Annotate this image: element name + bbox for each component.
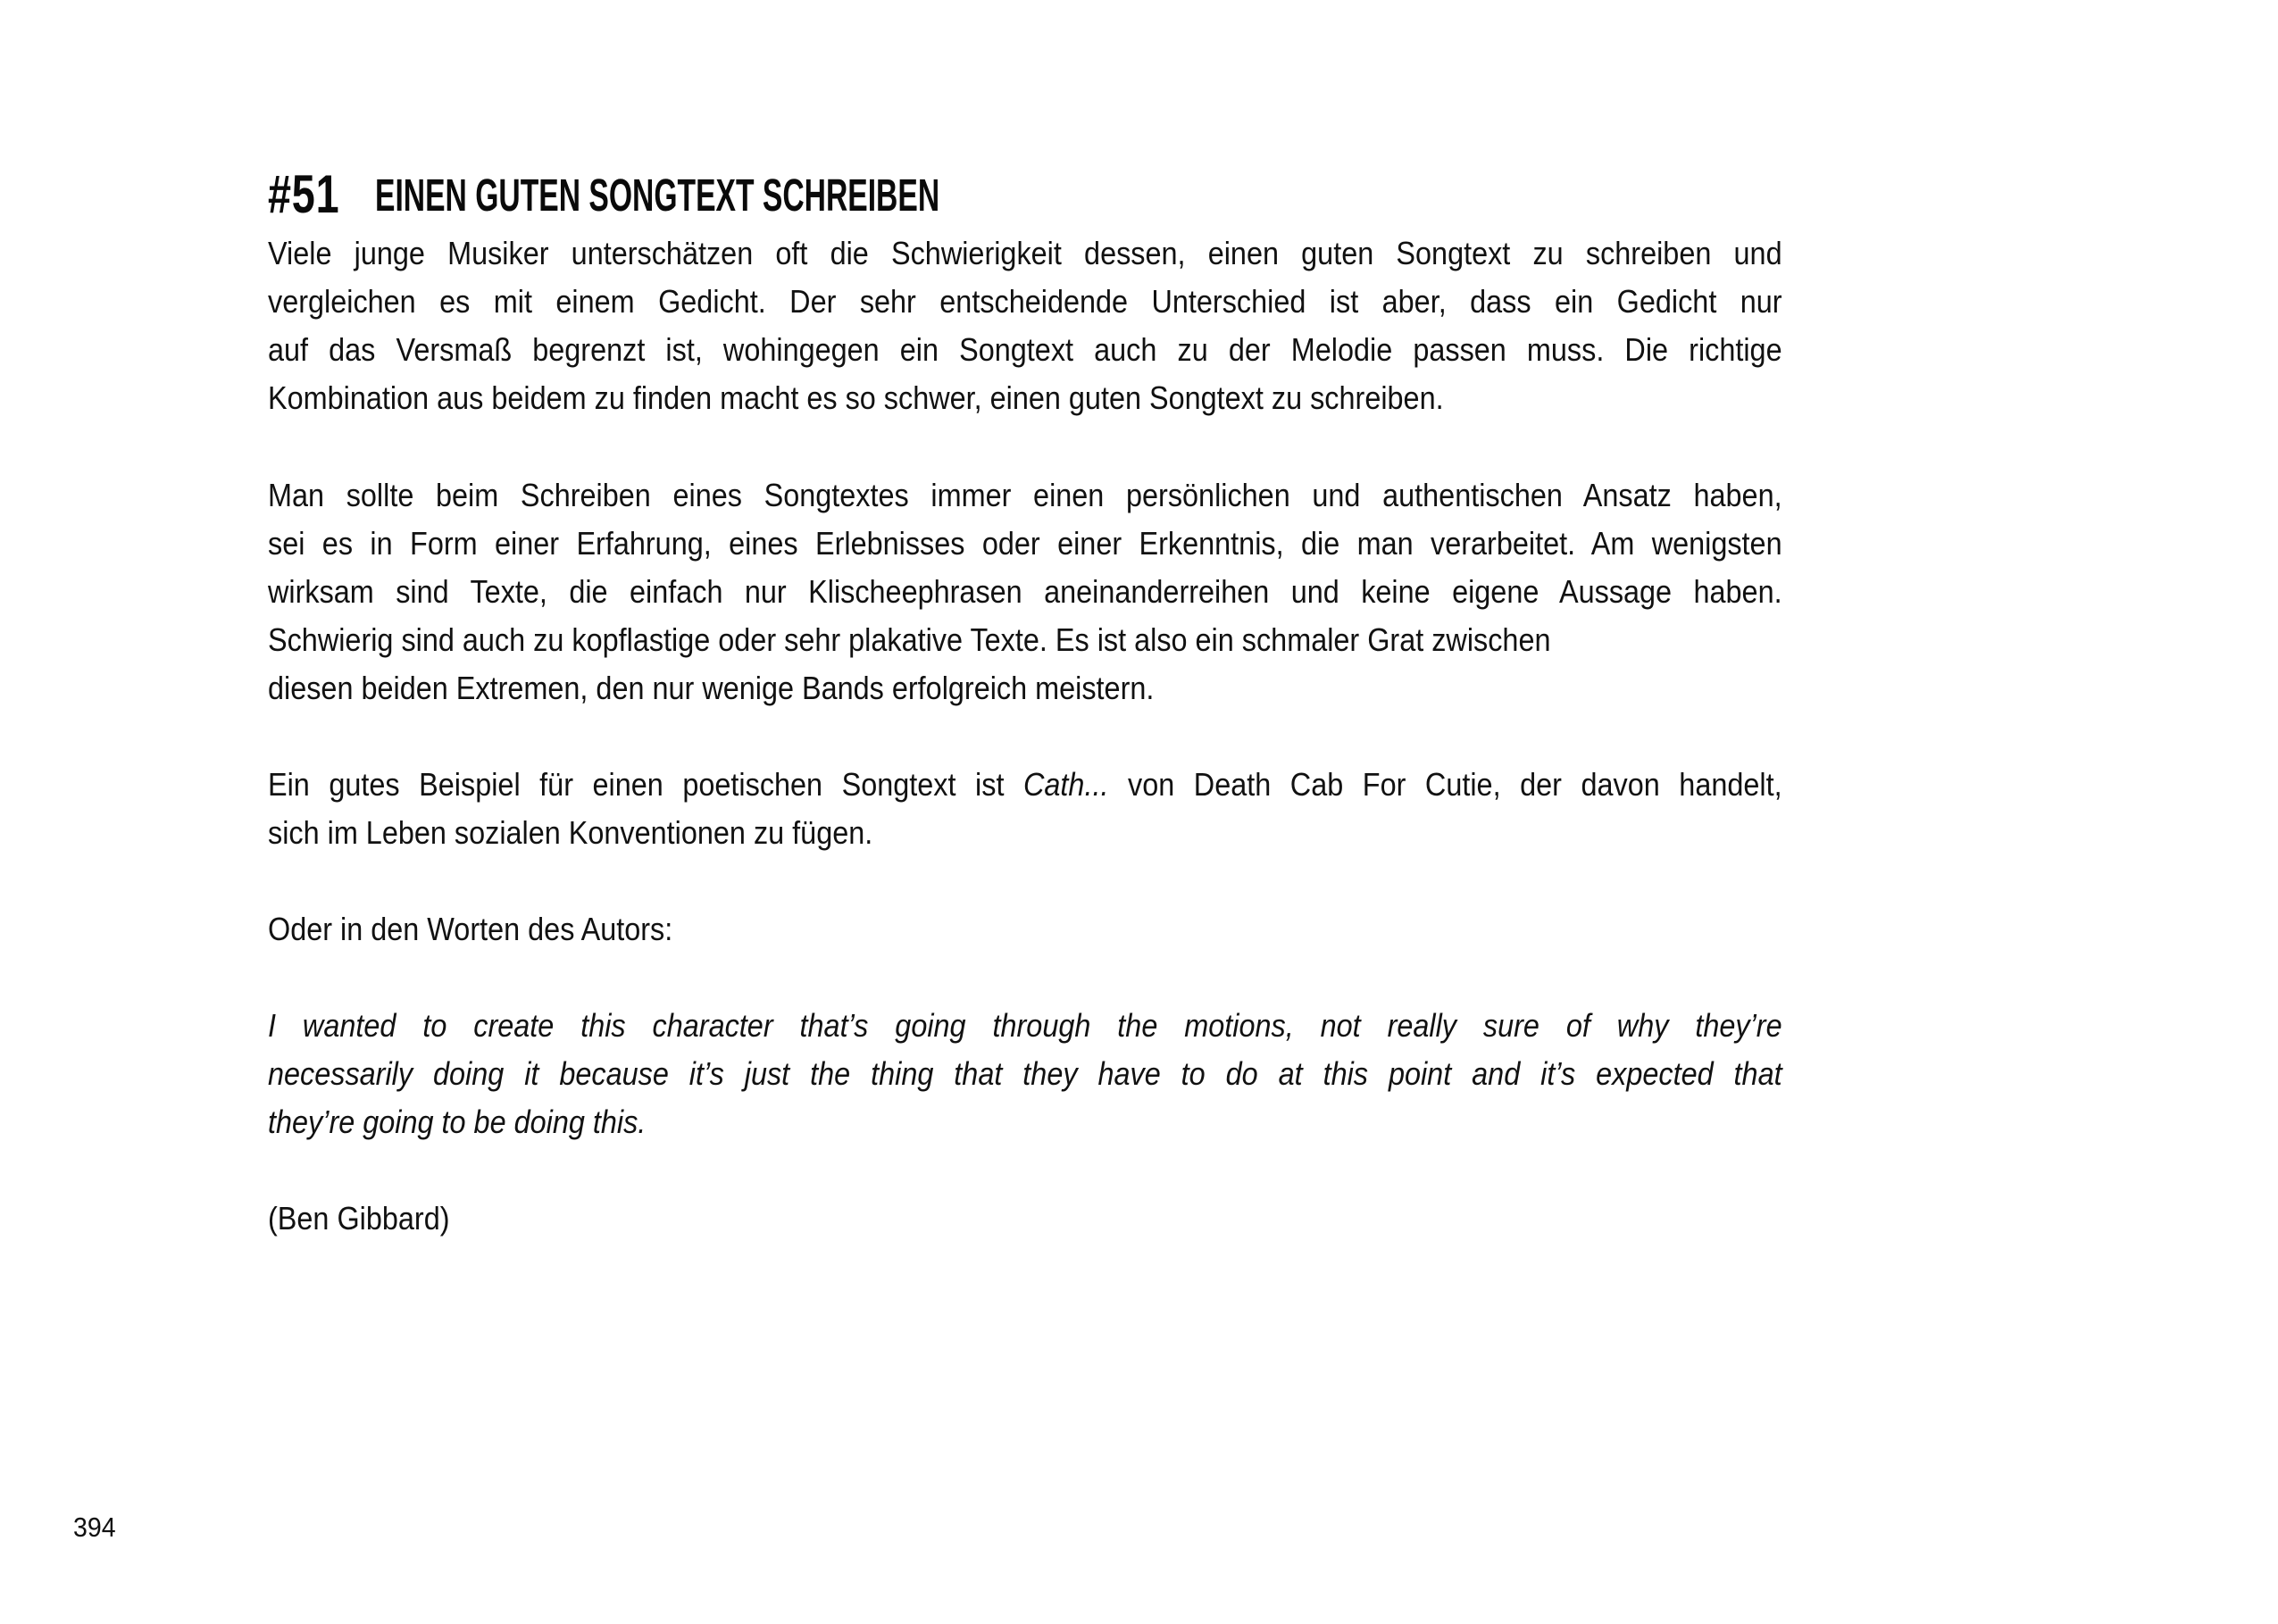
quote-attribution: (Ben Gibbard) (268, 1200, 450, 1237)
paragraph-line: vergleichen es mit einem Gedicht. Der sehr entscheidende Unterschied ist aber, dass ein Gedicht nur (268, 283, 1782, 320)
paragraph-line: auf das Versmaß begrenzt ist, wohingegen ein Songtext auch zu der Melodie passen muss. Die richtige (268, 331, 1782, 368)
paragraph-line: Viele junge Musiker unterschätzen oft die Schwierigkeit dessen, einen guten Songtext zu schreiben und (268, 235, 1782, 271)
paragraph-line: Oder in den Worten des Autors: (268, 911, 673, 947)
section-number: #51 (268, 164, 340, 224)
quote-line: necessarily doing it because it’s just the thing that they have to do at this point and it’s expected that (268, 1055, 1782, 1092)
paragraph-line: sei es in Form einer Erfahrung, eines Erlebnisses oder einer Erkenntnis, die man verarbeitet. Am wenigsten (268, 525, 1782, 562)
quote-line: I wanted to create this character that’s going through the motions, not really sure of why they’re (268, 1007, 1782, 1044)
paragraph-line: sich im Leben sozialen Konventionen zu fügen. (268, 814, 873, 851)
text-segment: Ein gutes Beispiel für einen poetischen Songtext ist (268, 766, 1024, 803)
paragraph-line: wirksam sind Texte, die einfach nur Klischeephrasen aneinanderreihen und keine eigene Aussage haben. (268, 573, 1782, 610)
paragraph-line (268, 766, 1782, 817)
song-title: Cath... (1023, 766, 1109, 803)
paragraph-line: Kombination aus beidem zu finden macht es so schwer, einen guten Songtext zu schreiben. (268, 379, 1444, 416)
paragraph-line: Man sollte beim Schreiben eines Songtextes immer einen persönlichen und authentischen Ansatz haben, (268, 477, 1782, 513)
section-title: EINEN GUTEN SONGTEXT SCHREIBEN (375, 170, 940, 221)
paragraph-line: diesen beiden Extremen, den nur wenige Bands erfolgreich meistern. (268, 670, 1155, 706)
page-number: 394 (73, 1512, 116, 1543)
quote-line: they’re going to be doing this. (268, 1103, 647, 1140)
paragraph-line: Schwierig sind auch zu kopflastige oder sehr plakative Texte. Es ist also ein schmaler Grat zwischen (268, 621, 1551, 658)
text-segment: von Death Cab For Cutie, der davon handelt, (1108, 766, 1782, 803)
